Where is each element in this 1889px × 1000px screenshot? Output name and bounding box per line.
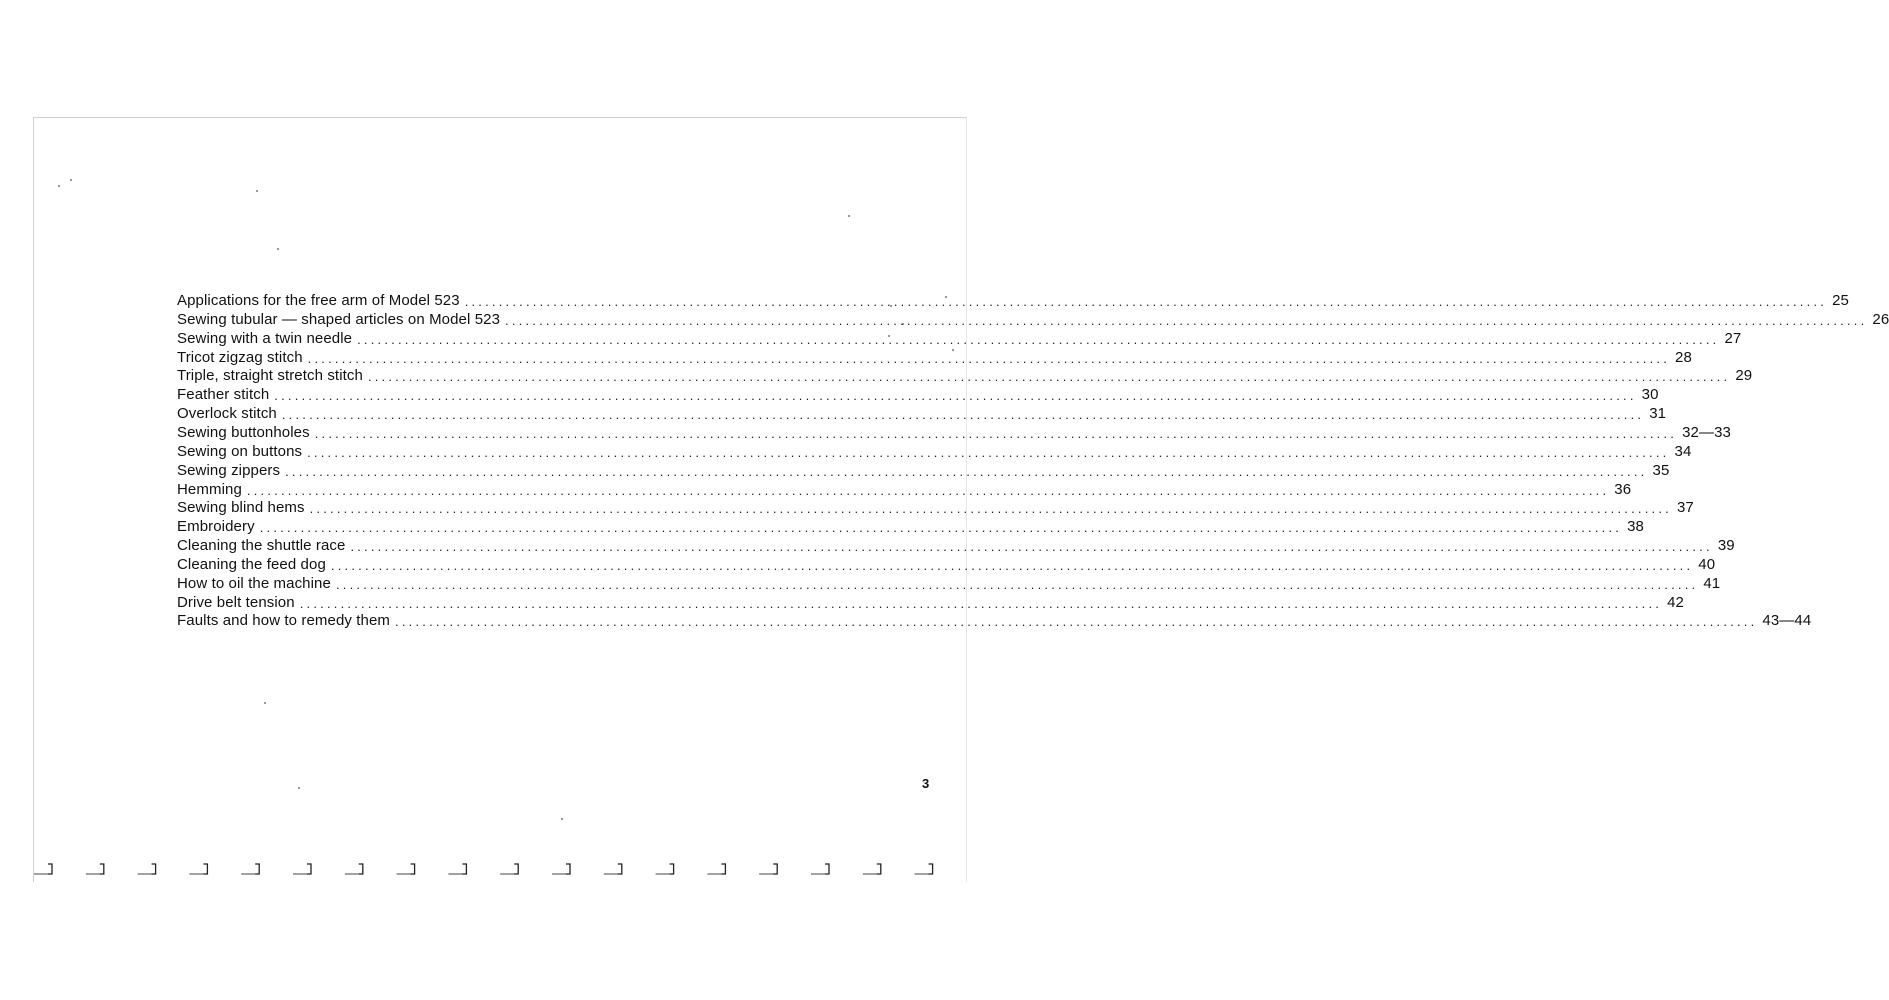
- toc-entry-page: 31: [1649, 405, 1667, 423]
- toc-entry-page: 27: [1724, 329, 1742, 347]
- toc-dot-leader: ........................................................................................................................................................................................................: [330, 557, 1694, 573]
- scan-speck: [256, 190, 258, 192]
- binding-hole-mark: [759, 864, 777, 874]
- toc-dot-leader: ........................................................................................................................................................................................................: [309, 501, 1672, 517]
- toc-entry-page: 29: [1735, 367, 1753, 385]
- toc-entry: [177, 516, 1644, 536]
- toc-dot-leader: ........................................................................................................................................................................................................: [299, 595, 1663, 611]
- toc-entry-page: 42: [1667, 593, 1684, 611]
- binding-hole-mark: [915, 864, 933, 874]
- toc-entry-page: 40: [1698, 555, 1716, 573]
- toc-entry-page: 41: [1703, 574, 1721, 592]
- toc-entry-page: 28: [1675, 348, 1692, 366]
- scan-speck: [70, 179, 72, 181]
- toc-entry-title: Hemming: [177, 480, 242, 498]
- scan-speck: [848, 215, 850, 217]
- binding-hole-mark: [397, 864, 415, 874]
- toc-entry: [177, 535, 1735, 555]
- scan-speck: [561, 818, 563, 820]
- toc-entry: [177, 610, 1812, 630]
- toc-entry: [177, 592, 1684, 611]
- toc-entry: [177, 403, 1667, 423]
- toc-entry: [177, 422, 1731, 441]
- binding-hole-mark: [656, 864, 674, 874]
- toc-entry-page: 36: [1614, 480, 1632, 498]
- toc-entry: [177, 497, 1694, 517]
- toc-entry-title: Faults and how to remedy them: [177, 612, 391, 630]
- binding-hole-mark: [707, 864, 725, 874]
- toc-dot-leader: ........................................................................................................................................................................................................: [395, 614, 1758, 630]
- page-number: 3: [922, 776, 930, 791]
- toc-dot-leader: ........................................................................................................................................................................................................: [314, 425, 1678, 441]
- toc-entry-title: Sewing tubular — shaped articles on Model 523: [177, 310, 501, 328]
- toc-entry-title: Applications for the free arm of Model 523: [177, 292, 460, 309]
- binding-hole-mark: [500, 864, 518, 874]
- toc-dot-leader: ........................................................................................................................................................................................................: [259, 520, 1623, 536]
- binding-hole-mark: [448, 864, 466, 874]
- toc-dot-leader: ........................................................................................................................................................................................................: [274, 388, 1637, 404]
- toc-dot-leader: ........................................................................................................................................................................................................: [505, 312, 1868, 328]
- toc-entry-title: Triple, straight stretch stitch: [177, 367, 363, 385]
- toc-dot-leader: ........................................................................................................................................................................................................: [307, 444, 1670, 460]
- toc-entry-title: Sewing with a twin needle: [177, 329, 353, 347]
- toc-entry-title: Overlock stitch: [177, 405, 277, 423]
- toc-entry: [177, 365, 1753, 385]
- toc-dot-leader: ........................................................................................................................................................................................................: [350, 539, 1713, 555]
- toc-entry: [177, 573, 1721, 592]
- binding-hole-mark: [345, 864, 363, 874]
- toc-dot-leader: ........................................................................................................................................................................................................: [367, 369, 1731, 385]
- toc-entry: [177, 309, 1889, 328]
- binding-hole-mark: [811, 864, 829, 874]
- spiral-binding-marks: [0, 862, 1000, 882]
- toc-entry: [177, 479, 1632, 498]
- binding-hole-mark: [189, 864, 207, 874]
- binding-hole-mark: [604, 864, 622, 874]
- toc-entry-title: Tricot zigzag stitch: [177, 348, 303, 366]
- toc-entry-title: Embroidery: [177, 518, 255, 536]
- binding-hole-mark: [552, 864, 570, 874]
- toc-entry: [177, 554, 1716, 573]
- toc-entry-title: Sewing zippers: [177, 461, 281, 479]
- toc-entry: [177, 328, 1742, 347]
- toc-entry-page: 26: [1872, 310, 1889, 328]
- toc-entry-page: 38: [1627, 518, 1644, 536]
- toc-entry-title: Cleaning the feed dog: [177, 555, 326, 573]
- binding-hole-mark: [86, 864, 104, 874]
- toc-entry-page: 32—33: [1682, 423, 1731, 441]
- toc-entry-title: How to oil the machine: [177, 574, 331, 592]
- toc-dot-leader: ........................................................................................................................................................................................................: [281, 407, 1645, 423]
- binding-hole-mark: [241, 864, 259, 874]
- toc-dot-leader: ........................................................................................................................................................................................................: [307, 350, 1671, 366]
- toc-entry-title: Feather stitch: [177, 386, 270, 404]
- scan-speck: [264, 702, 266, 704]
- toc-entry-page: 25: [1832, 292, 1849, 309]
- toc-entry: [177, 290, 1849, 309]
- toc-dot-leader: ........................................................................................................................................................................................................: [335, 576, 1699, 592]
- toc-entry-title: Sewing blind hems: [177, 499, 305, 517]
- binding-hole-mark: [34, 864, 52, 874]
- toc-dot-leader: ........................................................................................................................................................................................................: [285, 463, 1648, 479]
- toc-entry-page: 37: [1676, 499, 1694, 517]
- toc-entry-page: 39: [1717, 537, 1735, 555]
- toc-entry-page: 35: [1652, 461, 1670, 479]
- toc-entry-title: Sewing buttonholes: [177, 423, 310, 441]
- binding-hole-mark: [138, 864, 156, 874]
- scan-speck: [277, 248, 279, 250]
- toc-entry: [177, 347, 1692, 366]
- toc-entry-page: 30: [1641, 386, 1659, 404]
- toc-entry-title: Drive belt tension: [177, 593, 295, 611]
- toc-entry-page: 34: [1674, 442, 1692, 460]
- toc-entry-page: 43—44: [1762, 612, 1812, 630]
- toc-dot-leader: ........................................................................................................................................................................................................: [464, 294, 1828, 309]
- scan-speck: [298, 787, 300, 789]
- toc-entry-title: Cleaning the shuttle race: [177, 537, 346, 555]
- binding-hole-mark: [863, 864, 881, 874]
- toc-entry: [177, 441, 1692, 460]
- toc-entry: [177, 384, 1659, 404]
- toc-dot-leader: ........................................................................................................................................................................................................: [246, 482, 1610, 498]
- toc-dot-leader: ........................................................................................................................................................................................................: [357, 331, 1720, 347]
- toc-entry-title: Sewing on buttons: [177, 442, 303, 460]
- scan-speck: [58, 185, 60, 187]
- binding-hole-mark: [293, 864, 311, 874]
- toc-entry: [177, 460, 1670, 479]
